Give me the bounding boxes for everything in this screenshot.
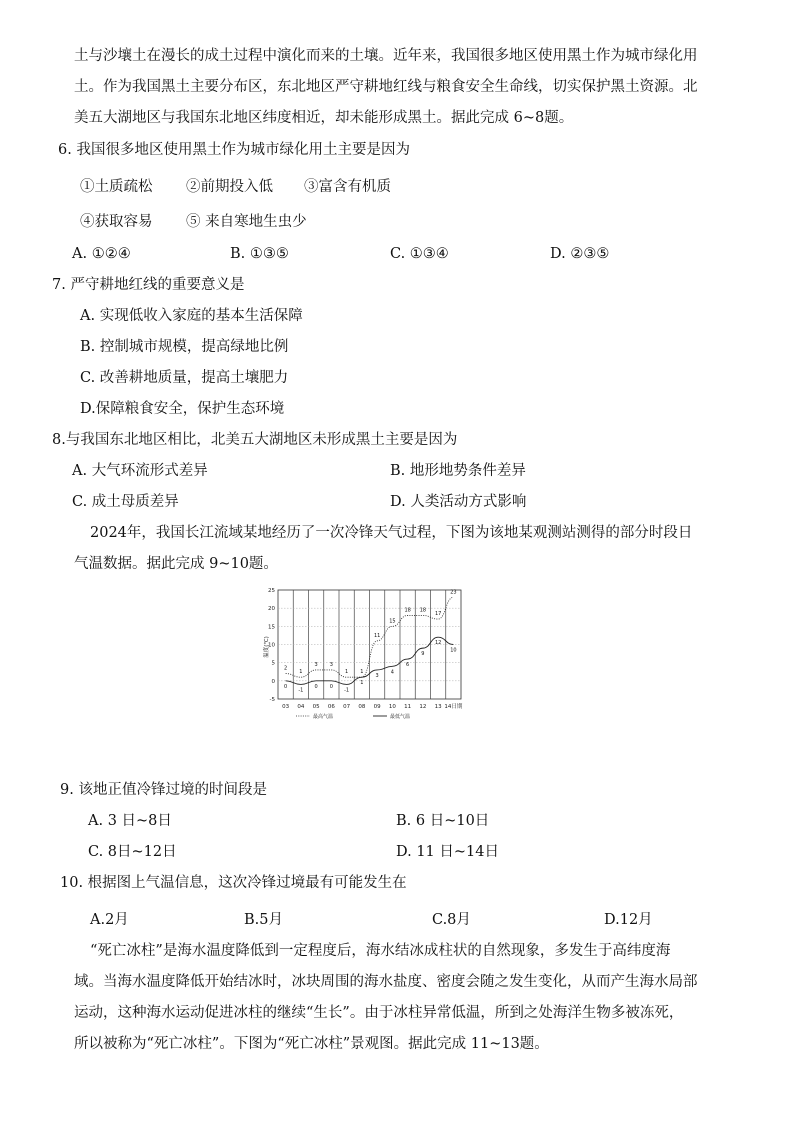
q6-option-a: A. ①②④	[72, 246, 131, 262]
q8-option-b: B. 地形地势条件差异	[390, 463, 526, 479]
q7-option-a: A. 实现低收入家庭的基本生活保障	[80, 308, 303, 324]
passage-line: “死亡冰柱”是海水温度降低到一定程度后，海水结冰成柱状的自然现象，多发生于高纬度海	[90, 943, 671, 959]
q6-item: ①土质疏松	[80, 179, 153, 195]
x-tick-label: 06	[327, 704, 335, 710]
q6-option-c: C. ①③④	[390, 246, 449, 262]
q6-item: ③富含有机质	[304, 179, 391, 195]
q8-option-c: C. 成土母质差异	[72, 494, 179, 510]
passage-line: 土。作为我国黑土主要分布区，东北地区严守耕地红线与粮食安全生命线，切实保护黑土资源。北	[74, 79, 698, 95]
y-axis-label: 温度(℃)	[264, 636, 270, 658]
data-label: 3	[329, 661, 333, 668]
data-label: 6	[406, 662, 410, 669]
y-tick-label: 25	[268, 588, 275, 594]
question-9-stem: 9. 该地正值冷锋过境的时间段是	[60, 782, 267, 798]
q9-option-c: C. 8日~12日	[88, 844, 177, 860]
x-tick-label: 10	[388, 704, 396, 710]
data-label: 0	[284, 683, 288, 690]
data-label: 1	[345, 669, 349, 676]
y-tick-label: 10	[268, 642, 275, 649]
data-label: 10	[450, 647, 457, 654]
question-6-stem: 6. 我国很多地区使用黑土作为城市绿化用土主要是因为	[58, 142, 410, 158]
question-7-stem: 7. 严守耕地红线的重要意义是	[52, 277, 245, 293]
data-label: 1	[360, 680, 364, 687]
question-10-stem: 10. 根据图上气温信息，这次冷锋过境最有可能发生在	[60, 875, 407, 891]
data-label: 1	[360, 669, 364, 676]
data-label: 3	[314, 661, 318, 668]
data-label: 11	[373, 632, 381, 639]
y-tick-label: 5	[271, 660, 275, 667]
data-label: 2	[284, 665, 288, 672]
x-tick-label: 09	[373, 704, 381, 710]
data-label: 17	[434, 611, 442, 618]
q10-option-d: D.12月	[604, 912, 653, 928]
data-label: 1	[299, 669, 303, 676]
data-label: 12	[434, 640, 442, 647]
data-label: 23	[450, 589, 457, 596]
data-label: 9	[421, 651, 425, 658]
x-tick-label: 12	[419, 704, 427, 710]
data-label: 0	[314, 683, 318, 690]
passage-line: 所以被称为“死亡冰柱”。下图为“死亡冰柱”景观图。据此完成 11~13题。	[74, 1036, 549, 1052]
temperature-chart	[262, 587, 477, 735]
q6-item: ④获取容易	[80, 214, 153, 230]
x-tick-label: 11	[404, 704, 412, 710]
q9-option-b: B. 6 日~10日	[396, 813, 490, 829]
x-tick-label: 03	[282, 704, 290, 710]
q7-option-b: B. 控制城市规模，提高绿地比例	[80, 339, 289, 355]
q6-option-d: D. ②③⑤	[550, 246, 610, 262]
data-label: 15	[389, 618, 396, 625]
passage-line: 运动，这种海水运动促进冰柱的继续“生长”。由于冰柱异常低温，所到之处海洋生物多被冻死，	[74, 1005, 684, 1021]
q10-option-c: C.8月	[432, 912, 471, 928]
y-tick-label: 15	[268, 624, 275, 631]
x-tick-label: 08	[358, 704, 366, 710]
q7-option-c: C. 改善耕地质量，提高土壤肥力	[80, 370, 289, 386]
q9-option-d: D. 11 日~14日	[396, 844, 499, 860]
data-label: 18	[404, 607, 411, 614]
data-label: 18	[419, 607, 427, 614]
data-label: -1	[298, 687, 304, 694]
passage-line: 土与沙壤土在漫长的成土过程中演化而来的土壤。近年来，我国很多地区使用黑土作为城市绿化用	[74, 48, 698, 64]
q8-option-a: A. 大气环流形式差异	[72, 463, 208, 479]
question-8-stem: 8.与我国东北地区相比，北美五大湖地区未形成黑土主要是因为	[52, 432, 458, 448]
q8-option-d: D. 人类活动方式影响	[390, 494, 527, 510]
y-tick-label: 0	[271, 678, 275, 685]
x-tick-label: 13	[434, 704, 442, 710]
passage-line: 气温数据。据此完成 9~10题。	[74, 556, 278, 572]
q10-option-b: B.5月	[244, 912, 283, 928]
passage-line: 美五大湖地区与我国东北地区纬度相近，却未能形成黑土。据此完成 6~8题。	[74, 110, 574, 126]
q6-option-b: B. ①③⑤	[230, 246, 289, 262]
passage-line: 域。当海水温度降低开始结冰时，冰块周围的海水盐度、密度会随之发生变化，从而产生海水局部	[74, 974, 698, 990]
x-tick-label: 14日期	[444, 704, 463, 710]
data-label: 4	[390, 669, 394, 676]
q10-option-a: A.2月	[90, 912, 129, 928]
x-tick-label: 04	[297, 704, 305, 710]
q6-item: ②前期投入低	[186, 179, 273, 195]
q6-item: ⑤ 来自寒地生虫少	[186, 214, 307, 230]
passage-line: 2024年，我国长江流域某地经历了一次冷锋天气过程，下图为该地某观测站测得的部分时段日	[90, 525, 693, 541]
q7-option-d: D.保障粮食安全，保护生态环境	[80, 401, 285, 417]
data-label: -1	[344, 687, 350, 694]
legend-label: 最高气温	[313, 714, 334, 720]
data-label: 3	[375, 672, 379, 679]
data-label: 0	[329, 683, 333, 690]
x-tick-label: 05	[312, 704, 320, 710]
legend-label: 最低气温	[390, 714, 411, 720]
y-tick-label: -5	[269, 697, 275, 703]
y-tick-label: 20	[268, 606, 275, 613]
x-tick-label: 07	[343, 704, 351, 710]
q9-option-a: A. 3 日~8日	[88, 813, 172, 829]
